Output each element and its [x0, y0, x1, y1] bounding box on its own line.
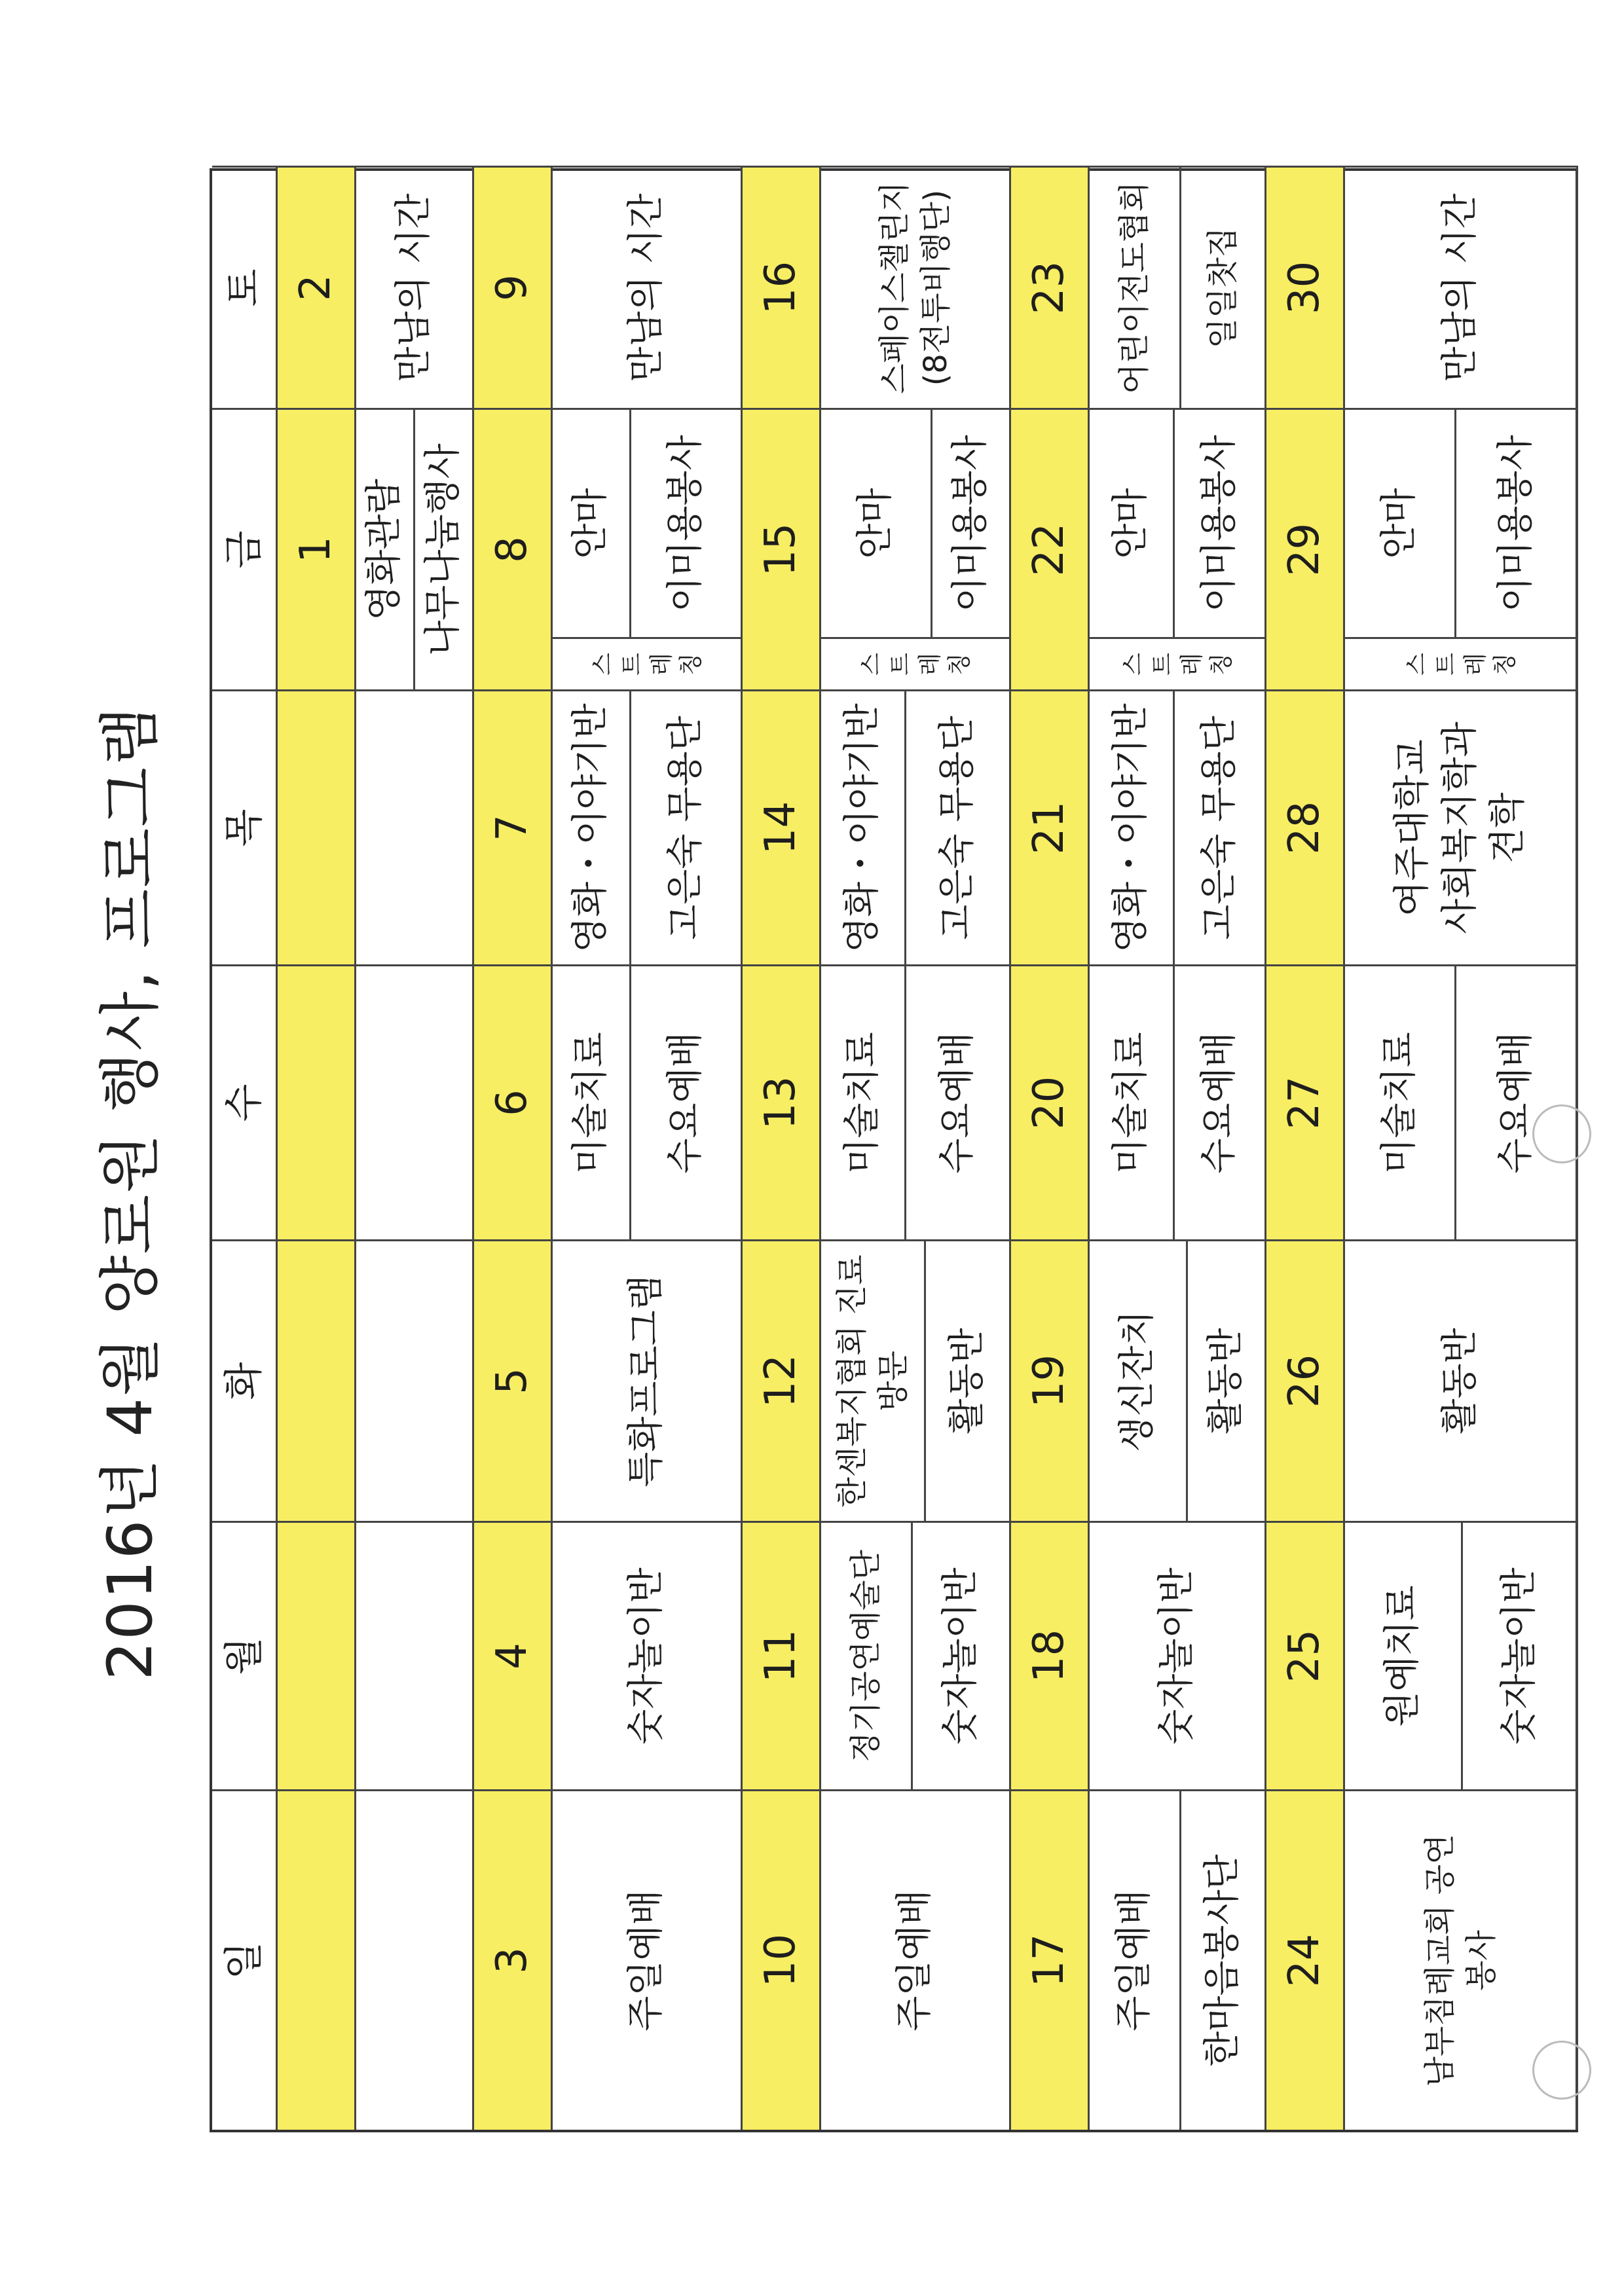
calendar-table — [210, 168, 1578, 2132]
date-cell: 29 — [1266, 408, 1345, 689]
weekday-fri: 금 — [212, 408, 278, 689]
event-cell: 정기공연예술단 — [821, 1521, 913, 1789]
date-cell — [278, 964, 356, 1239]
event-cell: 수요예배 — [1175, 964, 1266, 1239]
stretching-char: 레 — [916, 653, 944, 676]
date-cell: 3 — [474, 1789, 553, 2130]
event-cell: 안마 — [1090, 408, 1175, 637]
date-cell: 22 — [1011, 408, 1090, 689]
event-cell-empty — [356, 689, 474, 964]
event-cell: 일일찻집 — [1181, 166, 1266, 408]
date-cell: 18 — [1011, 1521, 1090, 1789]
event-cell: 안마 — [1345, 408, 1456, 637]
event-cell: 만남의 시간 — [356, 166, 474, 408]
date-cell: 11 — [743, 1521, 821, 1789]
event-cell: 한마음봉사단 — [1181, 1789, 1266, 2130]
event-cell: 주일예배 — [553, 1789, 743, 2130]
event-cell: 고은숙 무용단 — [906, 689, 1011, 964]
event-cell: 수요예배 — [906, 964, 1011, 1239]
stretching-char: 트 — [618, 653, 646, 676]
event-cell: 이미용봉사 — [1175, 408, 1266, 637]
event-cell: 남부침례교회 공연봉사 — [1345, 1789, 1578, 2130]
event-cell: 만남의 시간 — [1345, 166, 1578, 408]
date-cell: 7 — [474, 689, 553, 964]
date-cell: 14 — [743, 689, 821, 964]
event-cell-empty — [356, 1239, 474, 1521]
date-cell: 10 — [743, 1789, 821, 2130]
date-cell: 24 — [1266, 1789, 1345, 2130]
stretching-char: 레 — [1178, 653, 1206, 676]
date-cell: 23 — [1011, 166, 1090, 408]
event-cell-empty — [356, 964, 474, 1239]
event-cell: 주일예배 — [821, 1789, 1011, 2130]
event-line: (8전투비행단) — [917, 189, 954, 386]
stretching-label — [553, 637, 743, 689]
weekday-tue: 화 — [212, 1239, 278, 1521]
date-cell: 4 — [474, 1521, 553, 1789]
event-cell: 미술치료 — [1090, 964, 1175, 1239]
event-cell: 수요예배 — [631, 964, 743, 1239]
date-cell — [278, 689, 356, 964]
date-cell — [278, 1521, 356, 1789]
stretching-char: 칭 — [1491, 653, 1519, 676]
date-cell: 25 — [1266, 1521, 1345, 1789]
date-cell: 26 — [1266, 1239, 1345, 1521]
event-cell: 이미용봉사 — [631, 408, 743, 637]
date-cell: 6 — [474, 964, 553, 1239]
event-cell: 활동반 — [1345, 1239, 1578, 1521]
stretching-char: 스 — [857, 653, 885, 676]
event-cell: 숫자놀이반 — [1090, 1521, 1266, 1789]
event-line: 스페이스챌린지 — [876, 181, 913, 394]
date-cell: 13 — [743, 964, 821, 1239]
event-cell: 미술치료 — [1345, 964, 1456, 1239]
event-cell: 한센복지협회 진료방문 — [821, 1239, 926, 1521]
event-cell: 숫자놀이반 — [913, 1521, 1011, 1789]
stretching-char: 칭 — [946, 653, 973, 676]
event-cell: 어린이전도협회 — [1090, 166, 1181, 408]
event-cell: 원예치료 — [1345, 1521, 1463, 1789]
stretching-char: 칭 — [1208, 653, 1235, 676]
event-cell: 특화프로그램 — [553, 1239, 743, 1521]
event-cell: 나무나눔행사 — [415, 408, 474, 689]
date-cell: 30 — [1266, 166, 1345, 408]
date-cell: 16 — [743, 166, 821, 408]
event-cell: 영화・이야기반 — [1090, 689, 1175, 964]
date-cell: 17 — [1011, 1789, 1090, 2130]
event-cell — [821, 166, 1011, 408]
event-cell: 수요예배 — [1456, 964, 1578, 1239]
date-cell: 28 — [1266, 689, 1345, 964]
event-cell: 고은숙 무용단 — [631, 689, 743, 964]
event-cell: 생신잔치 — [1090, 1239, 1188, 1521]
stretching-char: 스 — [1119, 653, 1147, 676]
event-cell: 활동반 — [1188, 1239, 1266, 1521]
event-cell: 미술치료 — [821, 964, 906, 1239]
event-cell: 주일예배 — [1090, 1789, 1181, 2130]
stretching-char: 트 — [887, 653, 914, 676]
stretching-label — [821, 637, 1011, 689]
date-cell: 21 — [1011, 689, 1090, 964]
event-cell: 영화・이야기반 — [553, 689, 631, 964]
weekday-mon: 월 — [212, 1521, 278, 1789]
date-cell: 2 — [278, 166, 356, 408]
date-cell: 19 — [1011, 1239, 1090, 1521]
event-cell: 활동반 — [926, 1239, 1011, 1521]
date-cell: 8 — [474, 408, 553, 689]
event-cell: 안마 — [821, 408, 932, 637]
date-cell: 9 — [474, 166, 553, 408]
stretching-char: 레 — [648, 653, 675, 676]
date-cell — [278, 1239, 356, 1521]
weekday-sat: 토 — [212, 166, 278, 408]
event-cell: 이미용봉사 — [932, 408, 1011, 637]
stretching-char: 스 — [1403, 653, 1430, 676]
event-cell: 안마 — [553, 408, 631, 637]
event-cell: 영화관람 — [356, 408, 415, 689]
date-cell: 5 — [474, 1239, 553, 1521]
weekday-thu: 목 — [212, 689, 278, 964]
stretching-char: 스 — [589, 653, 616, 676]
stretching-char: 칭 — [677, 653, 705, 676]
event-cell: 숫자놀이반 — [1463, 1521, 1578, 1789]
event-cell: 고은숙 무용단 — [1175, 689, 1266, 964]
event-cell-empty — [356, 1521, 474, 1789]
stretching-char: 트 — [1432, 653, 1460, 676]
stretching-char: 트 — [1149, 653, 1176, 676]
date-cell: 20 — [1011, 964, 1090, 1239]
stretching-char: 레 — [1462, 653, 1489, 676]
event-cell: 만남의 시간 — [553, 166, 743, 408]
date-cell: 1 — [278, 408, 356, 689]
event-cell: 이미용봉사 — [1456, 408, 1578, 637]
punch-hole — [1532, 2041, 1591, 2100]
event-cell: 숫자놀이반 — [553, 1521, 743, 1789]
date-cell: 27 — [1266, 964, 1345, 1239]
event-cell: 미술치료 — [553, 964, 631, 1239]
weekday-wed: 수 — [212, 964, 278, 1239]
event-cell: 영화・이야기반 — [821, 689, 906, 964]
stretching-label — [1090, 637, 1266, 689]
punch-hole — [1532, 1104, 1591, 1163]
date-cell: 12 — [743, 1239, 821, 1521]
page-title: 2016년 4월 양로원 행사, 프로그램 — [95, 705, 166, 1681]
weekday-sun: 일 — [212, 1789, 278, 2130]
date-cell — [278, 1789, 356, 2130]
stretching-label — [1345, 637, 1578, 689]
event-cell: 여주대학교 사회복지학과 견학 — [1345, 689, 1578, 964]
event-cell-empty — [356, 1789, 474, 2130]
date-cell: 15 — [743, 408, 821, 689]
